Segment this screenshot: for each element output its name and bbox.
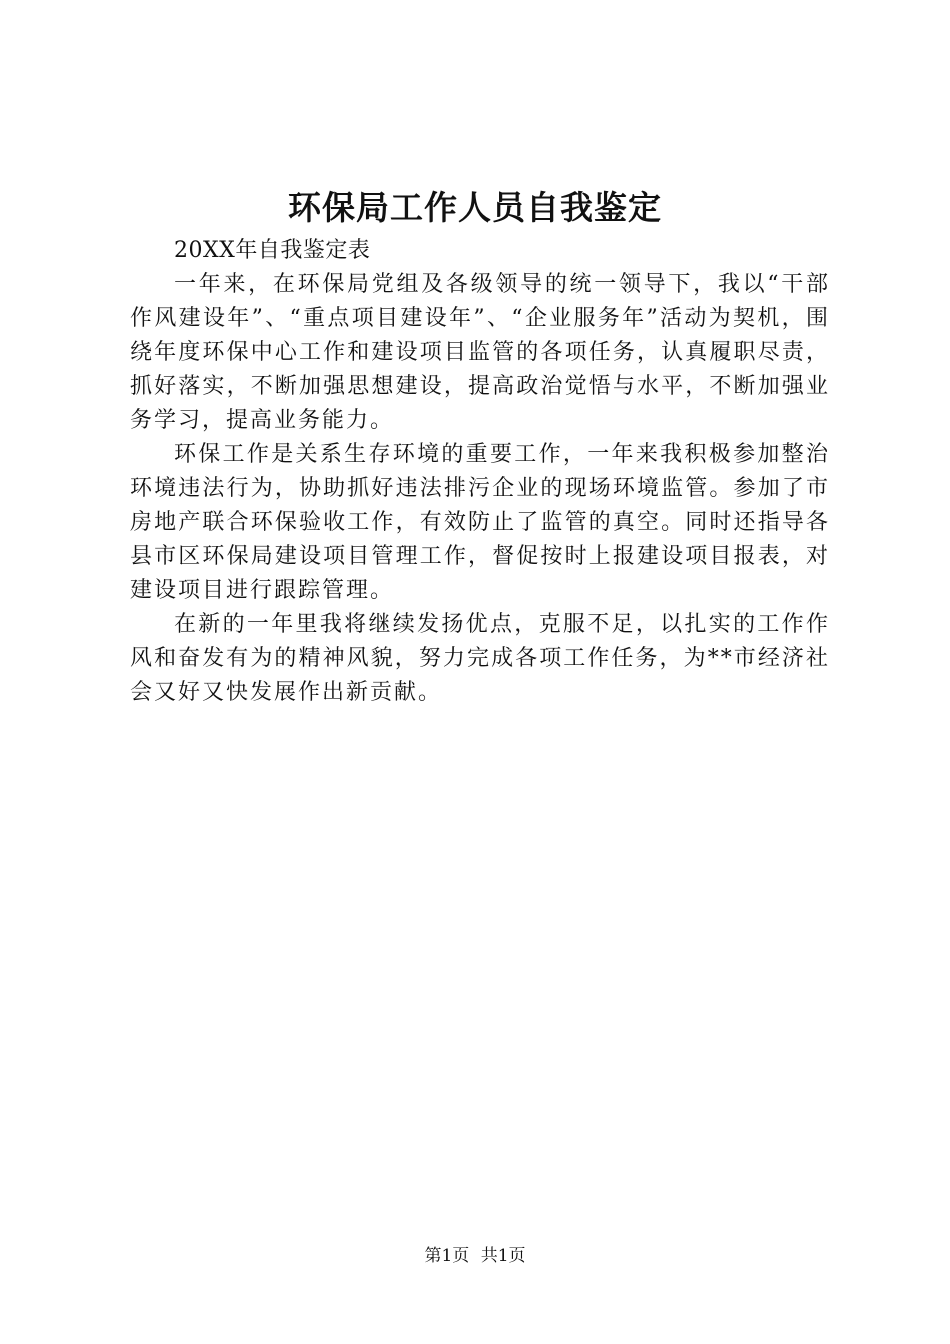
- paragraph-3: 在新的一年里我将继续发扬优点，克服不足，以扎实的工作作风和奋发有为的精神风貌，努力完成各项工作任务，为**市经济社会又好又快发展作出新贡献。: [130, 612, 830, 705]
- paragraph-2: 环保工作是关系生存环境的重要工作，一年来我积极参加整治环境违法行为，协助抓好违法排污企业的现场环境监管。参加了市房地产联合环保验收工作，有效防止了监管的真空。同时还指导各县市区环保局建设项目管理工作，督促按时上报建设项目报表，对建设项目进行跟踪管理。: [130, 442, 830, 603]
- paragraph-1: 一年来，在环保局党组及各级领导的统一领导下，我以“干部作风建设年”、“重点项目建设年”、“企业服务年”活动为契机，围绕年度环保中心工作和建设项目监管的各项任务，认真履职尽责，抓好落实，不断加强思想建设，提高政治觉悟与水平，不断加强业务学习，提高业务能力。: [130, 272, 830, 433]
- page-footer: 第1页 共1页: [424, 1246, 526, 1266]
- document-body: [130, 234, 830, 710]
- document-title: 环保局工作人员自我鉴定: [288, 188, 662, 227]
- document-subtitle: 20XX年自我鉴定表: [174, 238, 371, 263]
